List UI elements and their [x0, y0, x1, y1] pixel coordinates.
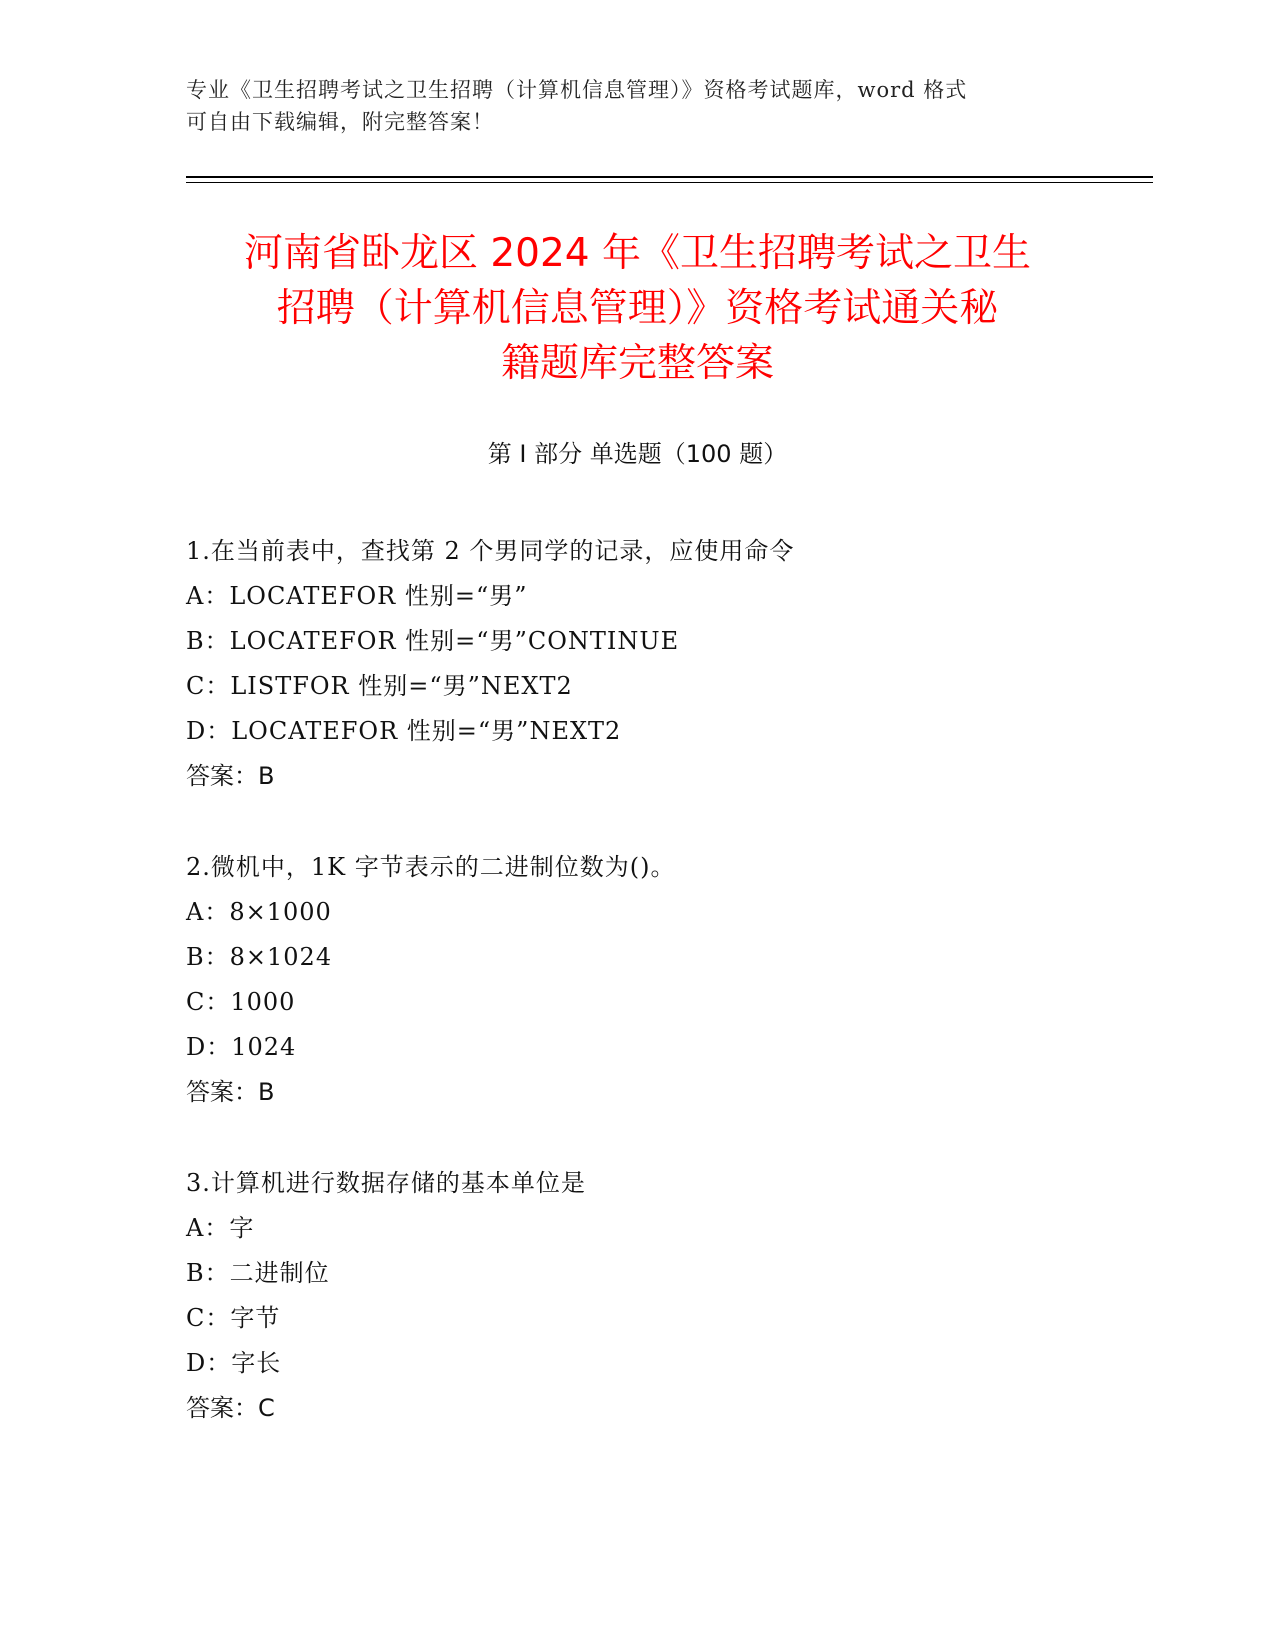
option-a: A：字 — [186, 1214, 255, 1242]
option-d: D：1024 — [186, 1033, 297, 1061]
option-b: B：8×1024 — [186, 943, 333, 971]
header-note-line: 专业《卫生招聘考试之卫生招聘（计算机信息管理）》资格考试题库，word 格式 — [186, 78, 968, 102]
answer-key: 答案：B — [186, 762, 275, 790]
option-b: B：二进制位 — [186, 1259, 330, 1287]
option-a: A：8×1000 — [186, 898, 332, 926]
option-d: D：LOCATEFOR 性别=“男”NEXT2 — [186, 717, 622, 745]
option-c: C：1000 — [186, 988, 296, 1016]
question-list — [186, 529, 1106, 1477]
question-stem: 2.微机中，1K 字节表示的二进制位数为()。 — [186, 853, 676, 881]
section-heading: 第 I 部分 单选题（100 题） — [487, 440, 788, 468]
answer-key: 答案：C — [186, 1394, 275, 1422]
question-item — [186, 529, 1106, 799]
option-b: B：LOCATEFOR 性别=“男”CONTINUE — [186, 627, 680, 655]
option-a: A：LOCATEFOR 性别=“男” — [186, 582, 528, 610]
header-note — [186, 74, 1086, 138]
question-item — [186, 845, 1106, 1115]
option-c: C：字节 — [186, 1304, 281, 1332]
question-item — [186, 1161, 1106, 1431]
title-line: 籍题库完整答案 — [500, 341, 774, 386]
title-line: 河南省卧龙区 2024 年《卫生招聘考试之卫生 — [243, 231, 1032, 276]
answer-key: 答案：B — [186, 1078, 275, 1106]
header-divider-thin — [186, 182, 1153, 183]
question-stem: 3.计算机进行数据存储的基本单位是 — [186, 1169, 586, 1197]
question-stem: 1.在当前表中，查找第 2 个男同学的记录，应使用命令 — [186, 537, 795, 565]
document-title — [160, 226, 1115, 391]
option-c: C：LISTFOR 性别=“男”NEXT2 — [186, 672, 573, 700]
option-d: D：字长 — [186, 1349, 282, 1377]
header-note-line: 可自由下载编辑，附完整答案！ — [186, 110, 494, 134]
header-divider-thick — [186, 176, 1153, 178]
title-line: 招聘（计算机信息管理）》资格考试通关秘 — [276, 286, 999, 331]
